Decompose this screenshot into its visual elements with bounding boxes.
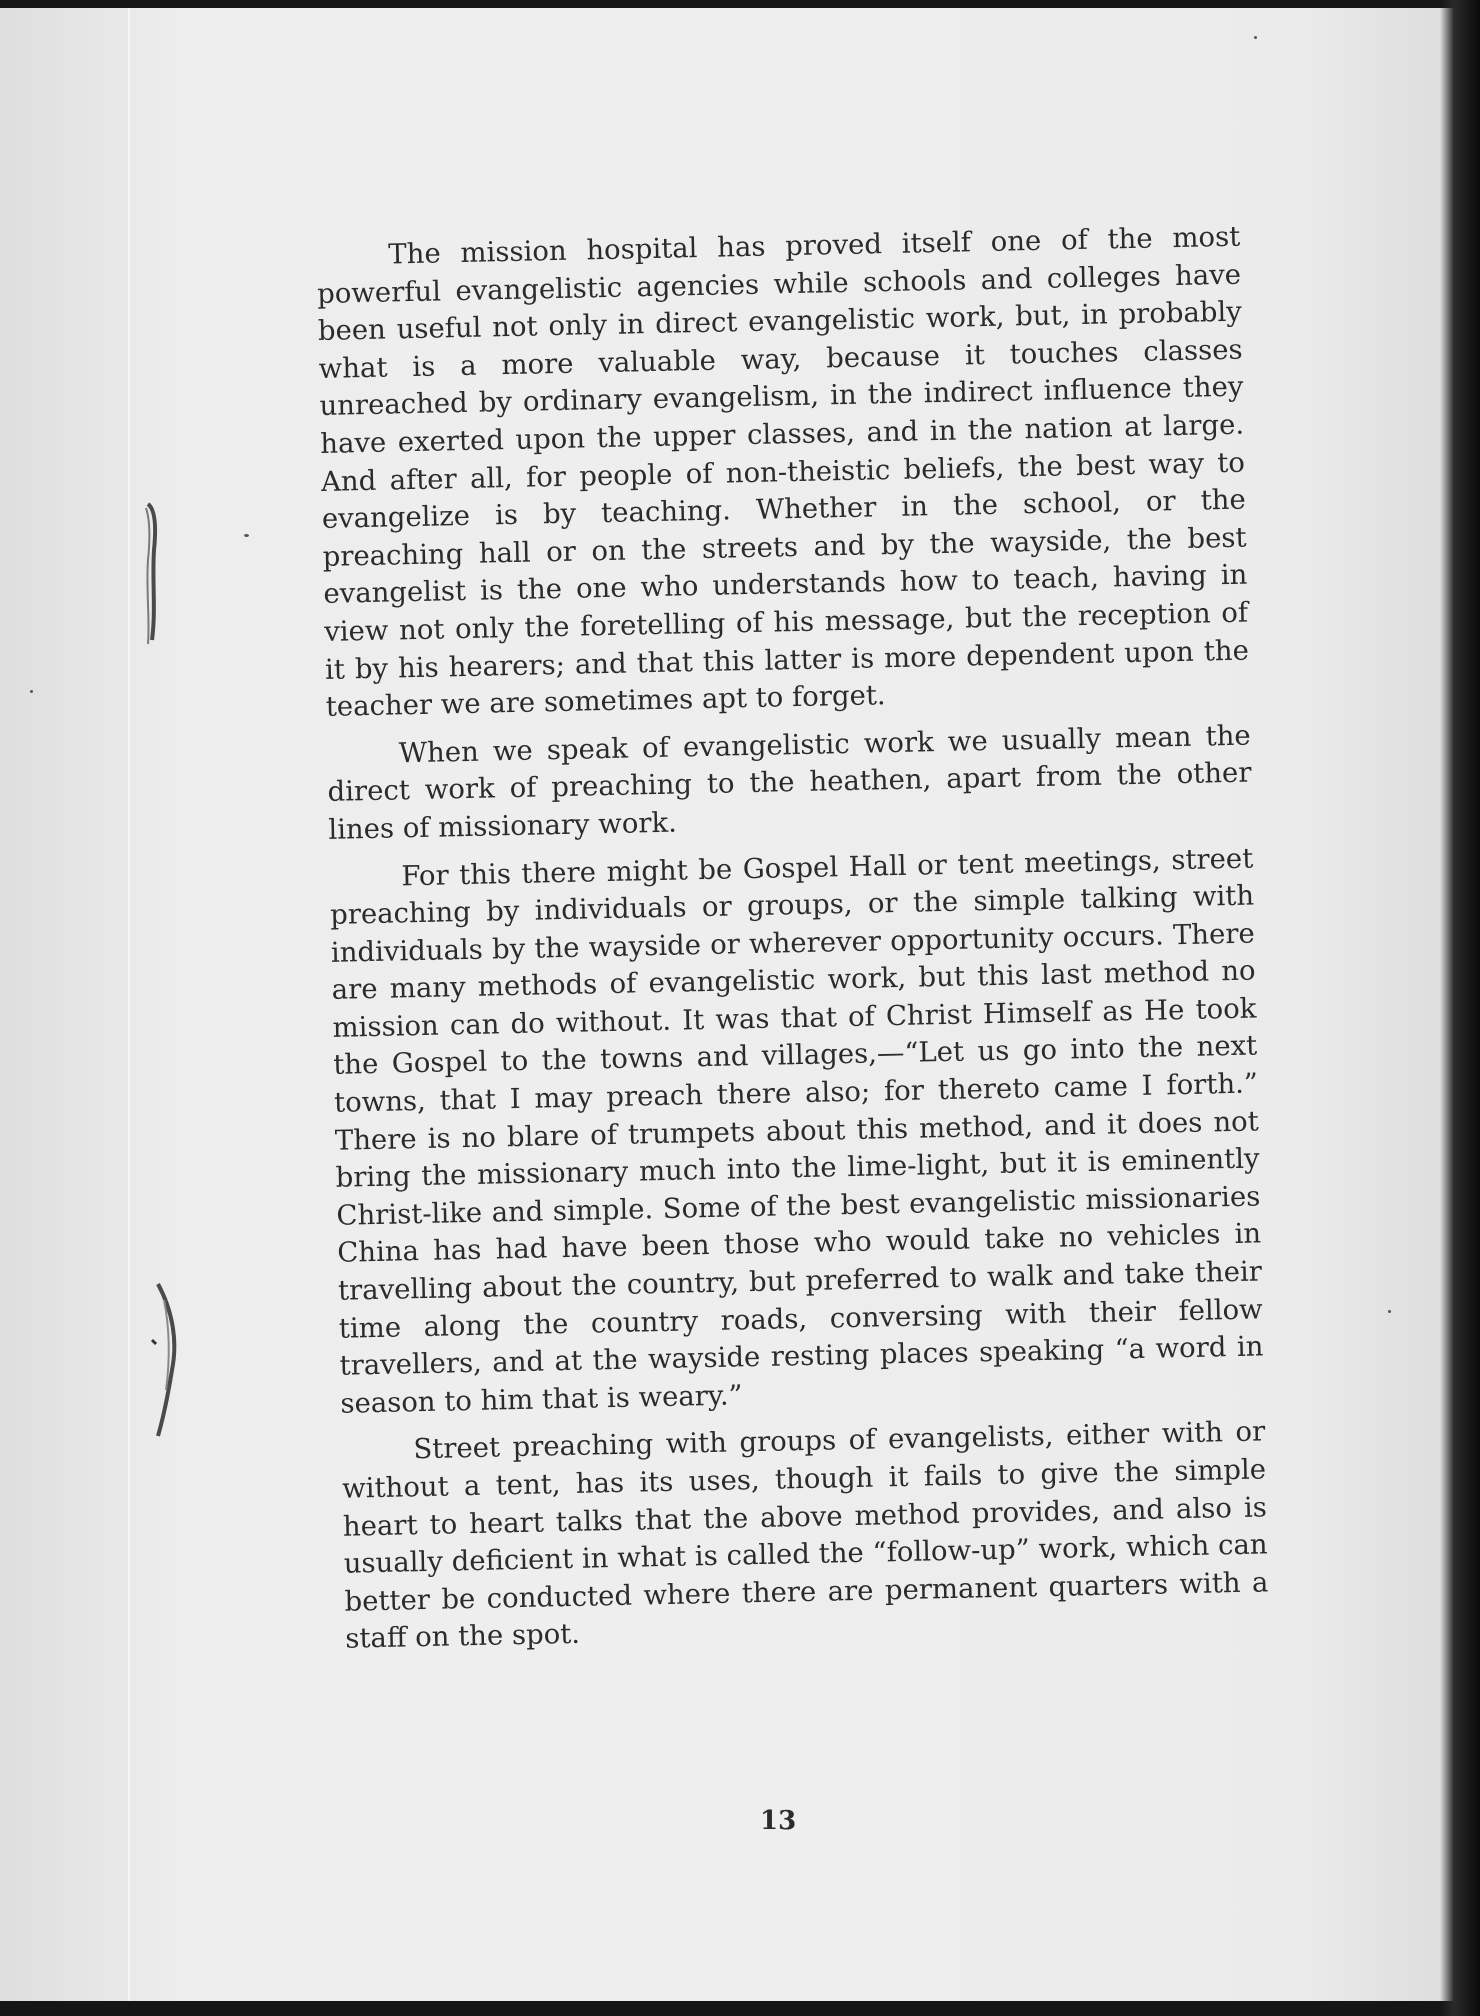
- paragraph-3: For this there might be Gospel Hall or tent meetings, street preaching by individuals or groups, or the simple talking with individuals by the wayside or wherever opportunity occurs. There are many methods of evangelistic work, but this last method no mission can do without. It was that of Christ Himself as He took the Gospel to the towns and villages,—“Let us go into the next towns, that I may preach there also; for thereto came I forth.” There is no blare of trumpets about this method, and it does not bring the missionary much into the lime-light, but it is eminently Christ-like and simple. Some of the best evangelistic missionaries China has had have been those who would take no vehicles in travelling about the country, but preferred to walk and take their time along the country roads, conversing with their fellow travellers, and at the wayside resting places speaking “a word in season to him that is weary.”: [329, 842, 1264, 1420]
- staple-bottom: [150, 1280, 170, 1440]
- staple-top: [142, 500, 162, 650]
- paragraph-4: Street preaching with groups of evangelists, either with or without a tent, has its uses, though it fails to give the simple heart to heart talks that the above method provides, and also is usually deficient in what is called the “follow-up” work, which can better be conducted where there are permanent quarters with a staff on the spot.: [341, 1415, 1269, 1656]
- page-body: [316, 219, 1270, 1669]
- binding-edge: [128, 8, 130, 2001]
- page-edge-shadow: [1440, 0, 1480, 2016]
- dust-speck: [1254, 36, 1257, 39]
- dust-speck: [30, 690, 33, 693]
- page-number: 13: [760, 1806, 797, 1836]
- dust-speck: [1388, 1310, 1391, 1313]
- paragraph-2: When we speak of evangelistic work we usually mean the direct work of preaching to the heathen, apart from the other lines of missionary work.: [327, 719, 1252, 846]
- dust-speck: [244, 534, 249, 537]
- paragraph-1: The mission hospital has proved itself one of the most powerful evangelistic agencies while schools and colleges have been useful not only in direct evangelistic work, but, in probably what is a more valuable way, because it touches classes unreached by ordinary evangelism, in the indirect influence they have exerted upon the upper classes, and in the nation at large. And after all, for people of non-theistic beliefs, the best way to evangelize is by teaching. Whether in the school, or the preaching hall or on the streets and by the wayside, the best evangelist is the one who understands how to teach, having in view not only the foretelling of his message, but the reception of it by his hearers; and that this latter is more dependent upon the teacher we are sometimes apt to forget.: [316, 220, 1250, 724]
